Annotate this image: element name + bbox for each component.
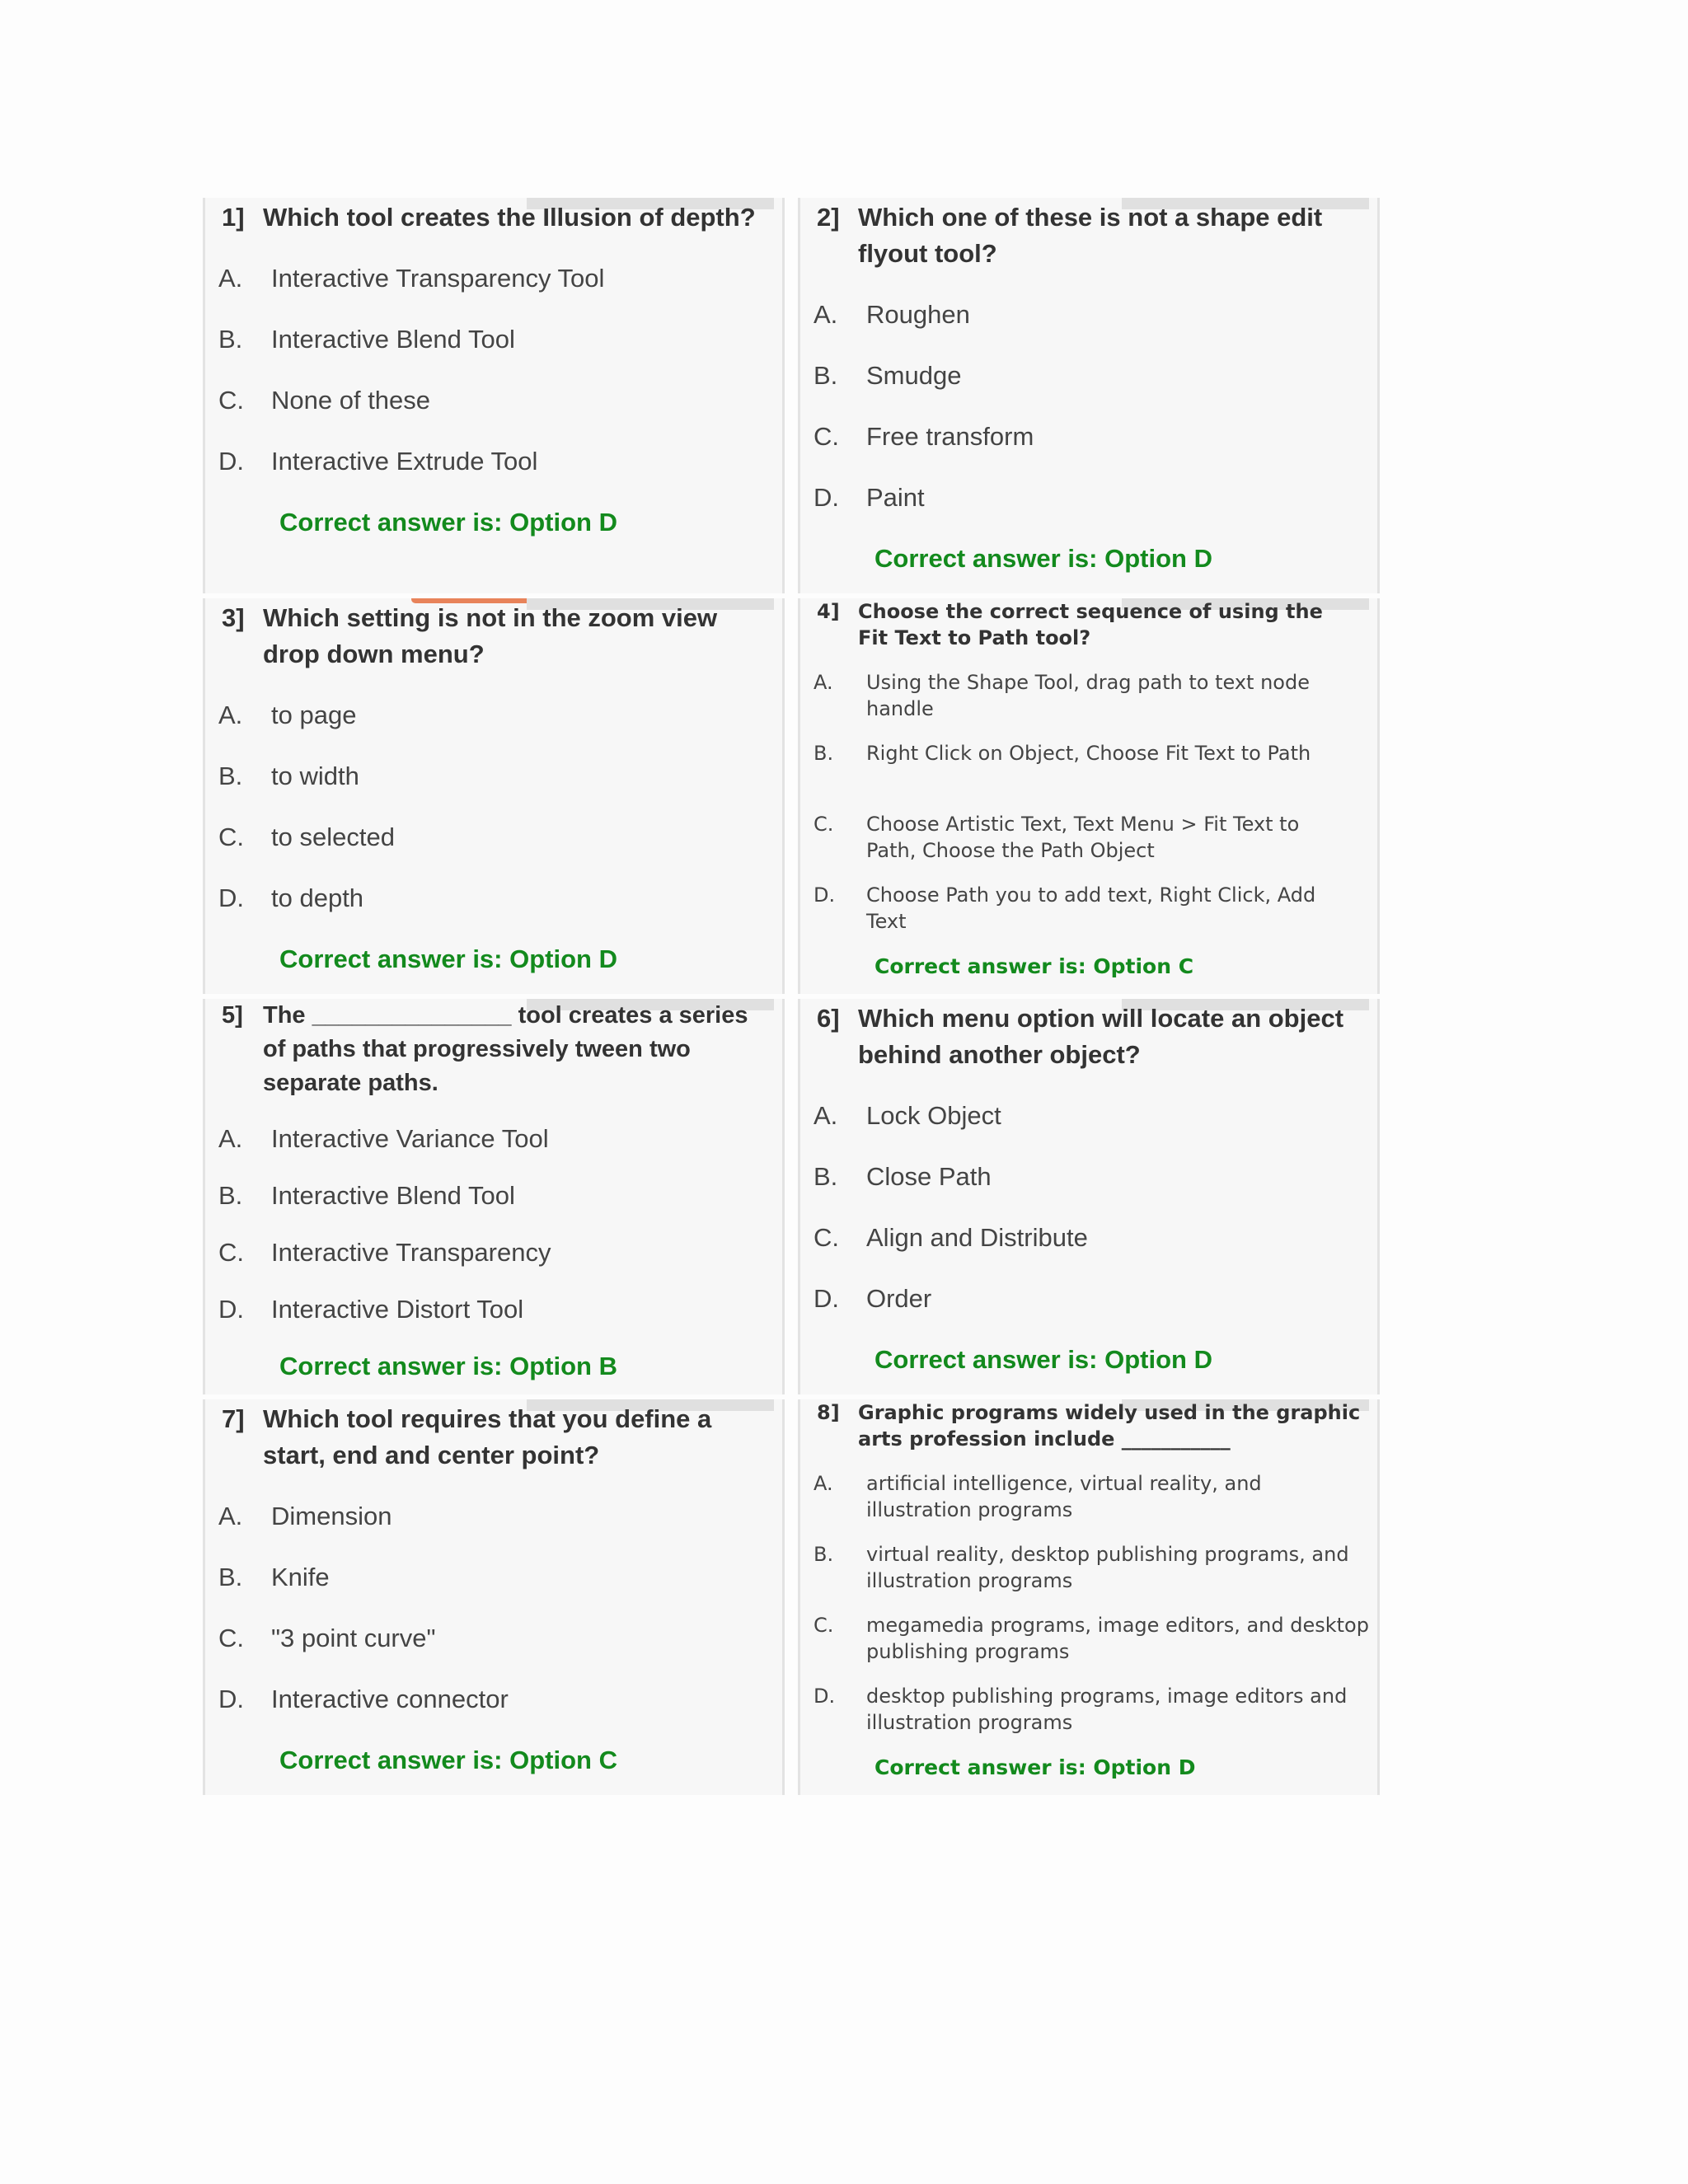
option-letter: D. (814, 483, 839, 512)
question-number: 2] (817, 203, 840, 232)
option-text: Align and Distribute (866, 1223, 1088, 1252)
option-letter: A. (814, 671, 833, 694)
question-number: 4] (817, 600, 840, 623)
option-b (205, 321, 774, 358)
option-text: Interactive Transparency Tool (271, 264, 605, 293)
option-d (800, 882, 1353, 935)
option-letter: A. (814, 1101, 838, 1130)
option-text: Knife (271, 1563, 330, 1591)
option-letter: A. (218, 264, 243, 293)
option-letter: C. (814, 1223, 839, 1252)
option-letter: B. (218, 325, 243, 354)
option-letter: A. (218, 1502, 243, 1530)
option-c (800, 419, 1369, 455)
question-number: 3] (222, 603, 245, 632)
option-letter: D. (814, 1284, 839, 1313)
option-letter: A. (814, 300, 838, 329)
option-letter: B. (814, 1543, 834, 1566)
option-text: artificial intelligence, virtual reality, and illustration programs (866, 1472, 1262, 1521)
question-card-8 (798, 1399, 1380, 1795)
option-text: to width (271, 762, 359, 790)
option-letter: D. (218, 1295, 244, 1324)
option-c (800, 1220, 1369, 1256)
option-text: Free transform (866, 422, 1034, 451)
question-number: 6] (817, 1004, 840, 1033)
question-row (205, 999, 762, 1100)
option-d (800, 1683, 1369, 1736)
option-a (800, 669, 1353, 722)
option-text: to depth (271, 883, 364, 912)
option-text: Order (866, 1284, 932, 1313)
question-row (205, 199, 774, 236)
option-text: Close Path (866, 1162, 992, 1191)
option-text: Interactive Blend Tool (271, 325, 515, 354)
option-letter: C. (814, 1614, 834, 1637)
option-text: Interactive Blend Tool (271, 1181, 515, 1210)
option-letter: B. (218, 1181, 243, 1210)
question-row (205, 1401, 733, 1474)
option-letter: C. (218, 1238, 244, 1267)
option-letter: D. (218, 447, 244, 476)
option-b (800, 1159, 1369, 1195)
option-text: virtual reality, desktop publishing programs, and illustration programs (866, 1543, 1349, 1592)
option-letter: B. (814, 1162, 838, 1191)
option-c (205, 382, 774, 419)
correct-answer: Correct answer is: Option D (279, 944, 617, 973)
option-letter: C. (218, 386, 244, 415)
option-a (205, 697, 774, 733)
question-card-2 (798, 198, 1380, 593)
question-number: 5] (222, 1002, 243, 1029)
option-text: desktop publishing programs, image editors and illustration programs (866, 1685, 1348, 1734)
question-card-5 (203, 999, 785, 1394)
option-letter: D. (814, 1685, 836, 1708)
question-row (800, 598, 1353, 651)
question-text: Choose the correct sequence of using the Fit Text to Path tool? (858, 600, 1323, 649)
question-text: Which one of these is not a shape edit flyout tool? (858, 203, 1323, 268)
question-text: Graphic programs widely used in the graphic arts profession include ___________ (858, 1401, 1361, 1451)
option-a (205, 260, 774, 297)
question-row (205, 600, 774, 673)
option-b (205, 758, 774, 794)
option-letter: B. (814, 742, 834, 765)
question-number: 8] (817, 1401, 840, 1424)
question-row (800, 199, 1369, 272)
option-b (800, 740, 1353, 766)
question-row (800, 1001, 1369, 1073)
correct-answer: Correct answer is: Option C (874, 954, 1194, 978)
option-text: Using the Shape Tool, drag path to text node handle (866, 671, 1310, 720)
option-letter: C. (814, 813, 834, 836)
option-d (205, 443, 774, 480)
option-c (205, 1620, 774, 1657)
option-text: Interactive Distort Tool (271, 1295, 524, 1324)
option-text: Dimension (271, 1502, 392, 1530)
option-a (205, 1121, 774, 1157)
option-text: Interactive Variance Tool (271, 1124, 549, 1153)
option-text: megamedia programs, image editors, and desktop publishing programs (866, 1614, 1369, 1663)
question-card-1 (203, 198, 785, 593)
option-letter: C. (814, 422, 839, 451)
option-d (205, 1291, 774, 1328)
question-text: Which tool creates the Illusion of depth? (263, 203, 756, 232)
option-b (205, 1178, 774, 1214)
option-b (800, 358, 1369, 394)
option-letter: B. (218, 1563, 243, 1591)
correct-answer: Correct answer is: Option D (874, 1345, 1212, 1374)
option-letter: A. (218, 1124, 243, 1153)
option-text: Paint (866, 483, 925, 512)
option-text: Choose Path you to add text, Right Click, Add Text (866, 883, 1316, 933)
option-c (205, 1235, 774, 1271)
option-d (205, 1681, 774, 1718)
option-letter: C. (218, 823, 244, 851)
option-a (800, 297, 1369, 333)
option-text: to selected (271, 823, 395, 851)
option-c (800, 1612, 1369, 1665)
option-letter: D. (218, 1685, 244, 1713)
option-b (205, 1559, 774, 1596)
option-d (205, 880, 774, 916)
option-text: Lock Object (866, 1101, 1001, 1130)
option-text: Roughen (866, 300, 970, 329)
option-text: to page (271, 701, 357, 729)
option-c (205, 819, 774, 855)
question-text: Which tool requires that you define a start, end and center point? (263, 1404, 712, 1469)
question-row (800, 1399, 1369, 1452)
option-text: Smudge (866, 361, 962, 390)
question-text: Which menu option will locate an object behind another object? (858, 1004, 1344, 1069)
correct-answer: Correct answer is: Option D (279, 508, 617, 537)
option-letter: A. (218, 701, 243, 729)
option-d (800, 480, 1369, 516)
option-text: None of these (271, 386, 431, 415)
option-letter: B. (218, 762, 243, 790)
option-text: "3 point curve" (271, 1624, 436, 1652)
question-text: The _______________ tool creates a series of paths that progressively tween two separate paths. (263, 1002, 748, 1096)
option-text: Interactive connector (271, 1685, 509, 1713)
question-card-7 (203, 1399, 785, 1795)
question-card-3 (203, 598, 785, 994)
option-text: Right Click on Object, Choose Fit Text to Path (866, 742, 1311, 765)
option-c (800, 811, 1353, 864)
option-letter: D. (218, 883, 244, 912)
correct-answer: Correct answer is: Option D (874, 544, 1212, 573)
question-number: 1] (222, 203, 245, 232)
option-text: Interactive Extrude Tool (271, 447, 538, 476)
question-number: 7] (222, 1404, 245, 1433)
option-b (800, 1541, 1369, 1594)
option-text: Interactive Transparency (271, 1238, 551, 1267)
correct-answer: Correct answer is: Option B (279, 1352, 617, 1380)
question-text: Which setting is not in the zoom view drop down menu? (263, 603, 718, 668)
question-card-6 (798, 999, 1380, 1394)
question-card-4 (798, 598, 1380, 994)
option-text: Choose Artistic Text, Text Menu > Fit Text to Path, Choose the Path Object (866, 813, 1300, 862)
option-a (800, 1470, 1369, 1523)
option-a (205, 1498, 774, 1535)
option-letter: D. (814, 883, 836, 907)
option-letter: B. (814, 361, 838, 390)
option-a (800, 1098, 1369, 1134)
option-letter: C. (218, 1624, 244, 1652)
option-letter: A. (814, 1472, 833, 1495)
option-d (800, 1281, 1369, 1317)
correct-answer: Correct answer is: Option D (874, 1755, 1196, 1779)
correct-answer: Correct answer is: Option C (279, 1746, 617, 1774)
